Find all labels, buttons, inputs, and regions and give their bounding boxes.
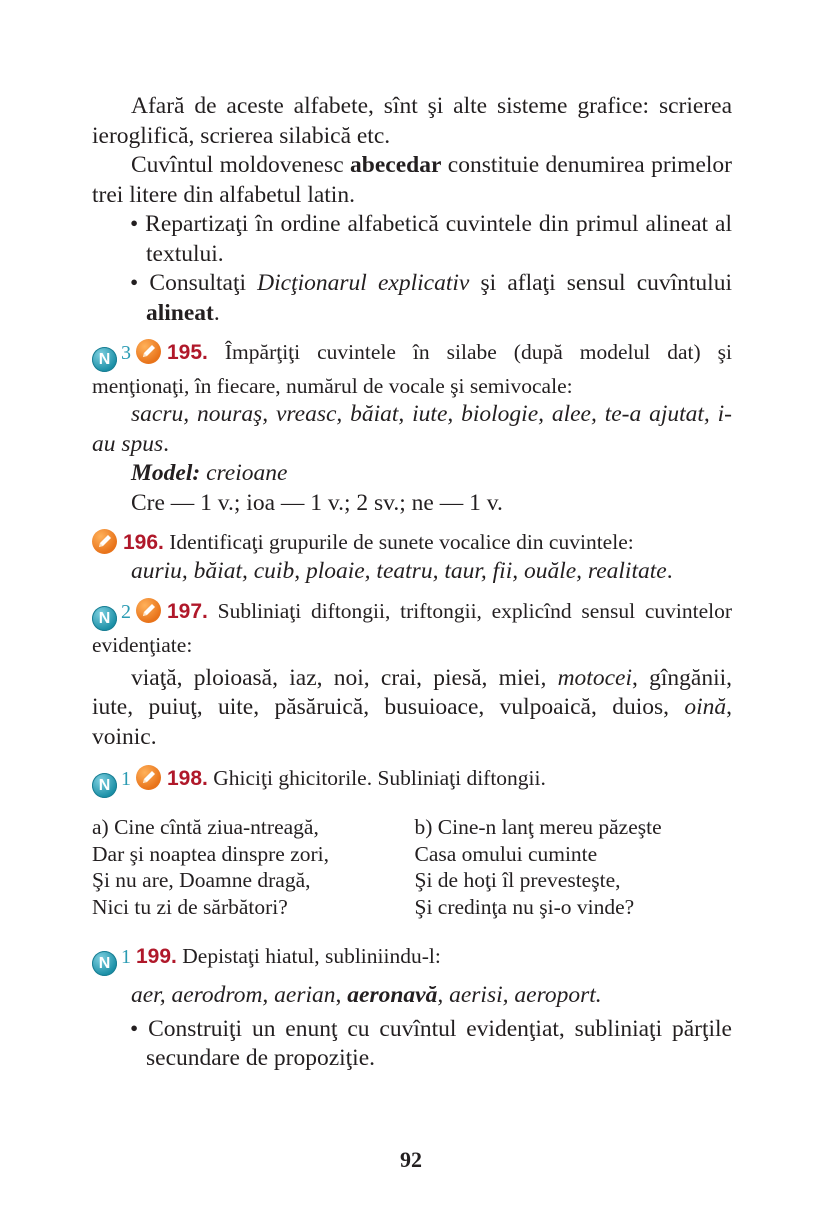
riddle-line: a) Cine cîntă ziua-ntreagă, [92, 815, 319, 839]
level-number: 1 [121, 946, 131, 968]
bullet-item-3: • Construiţi un enunţ cu cuvîntul evidenţiat, subliniaţi părţile secundare de propoziţie. [130, 1015, 732, 1071]
italic-dictionary-title: Dicţionarul explicativ [257, 270, 470, 296]
exercise-instruction: Depistaţi hiatul, subliniindu-l: [182, 944, 441, 968]
n-level-badge-icon: N [92, 606, 117, 631]
pencil-icon [92, 529, 117, 554]
bold-italic-word-aeronava: aeronavă [347, 982, 438, 1008]
model-detail: Cre — 1 v.; ioa — 1 v.; 2 sv.; ne — 1 v. [131, 489, 503, 516]
exercise-number: 199. [136, 945, 177, 968]
italic-word-list: sacru, nouraş, vreasc, băiat, iute, biologie, alee, te-a ajutat, i-au spus [92, 401, 732, 457]
text-span: . [213, 299, 220, 326]
exercise-196-words [92, 557, 732, 587]
exercise-number: 196. [123, 531, 164, 554]
level-number: 1 [121, 768, 131, 790]
pencil-icon [136, 765, 161, 790]
n-level-badge-icon: N [92, 773, 117, 798]
text-span: . [163, 430, 170, 457]
text-span: , [335, 982, 348, 1008]
italic-word-list: aer, aerodrom, aerian [131, 982, 336, 1008]
exercise-195-words [92, 400, 732, 459]
exercise-197-heading [92, 597, 732, 659]
level-number: 3 [121, 342, 131, 364]
riddles [92, 814, 732, 920]
italic-highlight-word: , motocei [540, 664, 632, 691]
intro-paragraph-1: Afară de aceste alfabete, sînt şi alte sisteme grafice: scrierea ieroglifică, scrierea silabică etc. [92, 93, 732, 149]
n-level-badge-icon: N [92, 951, 117, 976]
text-span: , voinic. [92, 694, 732, 750]
text-span: . [666, 558, 673, 584]
exercise-instruction: Identificaţi grupurile de sunete vocalice din cuvintele: [169, 530, 634, 554]
pencil-icon [136, 598, 161, 623]
exercise-instruction: Împărţiţi cuvintele în silabe (după modelul dat) şi menţionaţi, în fiecare, numărul de vocale şi semivocale: [92, 340, 732, 398]
text-span: viaţă, ploioasă, iaz, noi, crai, piesă, miei [131, 664, 541, 691]
model-label-line [92, 459, 732, 489]
text-span: constituie denumirea primelor trei litere din alfabetul latin. [92, 152, 732, 208]
exercise-instruction: Ghiciţi ghicitorile. Subliniaţi diftongii. [213, 766, 546, 790]
intro-paragraph-2 [92, 151, 732, 210]
model-word: creioane [200, 460, 288, 486]
text-span: şi aflaţi sensul cuvîntului [469, 270, 732, 296]
riddle-line: Nici tu zi de sărbători? [92, 894, 288, 919]
model-label: Model: [131, 460, 201, 486]
exercise-198-heading [92, 764, 732, 798]
exercise-196-heading [92, 528, 732, 557]
italic-word-list: auriu, băiat, cuib, ploaie, teatru, taur, fii, ouăle, realitate [131, 558, 667, 584]
text-span: • Consultaţi [130, 270, 258, 296]
n-level-badge-icon: N [92, 347, 117, 372]
exercise-197-words [92, 664, 732, 753]
riddle-a [92, 814, 414, 920]
riddle-line: Şi nu are, Doamne dragă, [92, 868, 311, 892]
exercise-number: 198. [167, 767, 208, 790]
bold-term-abecedar: abecedar [350, 152, 442, 178]
riddle-line: Şi de hoţi îl prevesteşte, [414, 868, 621, 892]
italic-word-list: , aerisi, aeroport. [437, 982, 602, 1008]
riddle-line: Dar şi noaptea dinspre zori, [92, 841, 330, 866]
riddle-b [414, 814, 732, 920]
riddle-line: b) Cine-n lanţ mereu păzeşte [414, 815, 662, 839]
exercise-199-heading [92, 942, 732, 976]
exercise-195-heading [92, 338, 732, 400]
text-span: Cuvîntul moldovenesc [131, 152, 351, 178]
riddle-line: Casa omului cuminte [414, 841, 598, 866]
exercise-number: 195. [167, 341, 208, 364]
pencil-icon [136, 339, 161, 364]
exercise-instruction: Subliniaţi diftongii, triftongii, explicînd sensul cuvintelor evidenţiate: [92, 598, 733, 657]
bullet-item-2 [92, 269, 732, 328]
page-number: 92 [400, 1147, 422, 1172]
level-number: 2 [121, 600, 131, 623]
bold-term-alineat: alineat [146, 299, 214, 326]
riddle-line: Şi credinţa nu şi-o vinde? [414, 894, 635, 919]
page-content [92, 92, 732, 1074]
bullet-item-1: • Repartizaţi în ordine alfabetică cuvintele din primul alineat al textului. [130, 211, 732, 267]
exercise-199-words [92, 981, 732, 1011]
text-span: , gîngănii, iute, puiuţ, uite, păsăruică, busuioace, vulpoaică, duios, [92, 664, 733, 720]
exercise-number: 197. [167, 599, 208, 623]
italic-highlight-word: oină [684, 694, 727, 720]
